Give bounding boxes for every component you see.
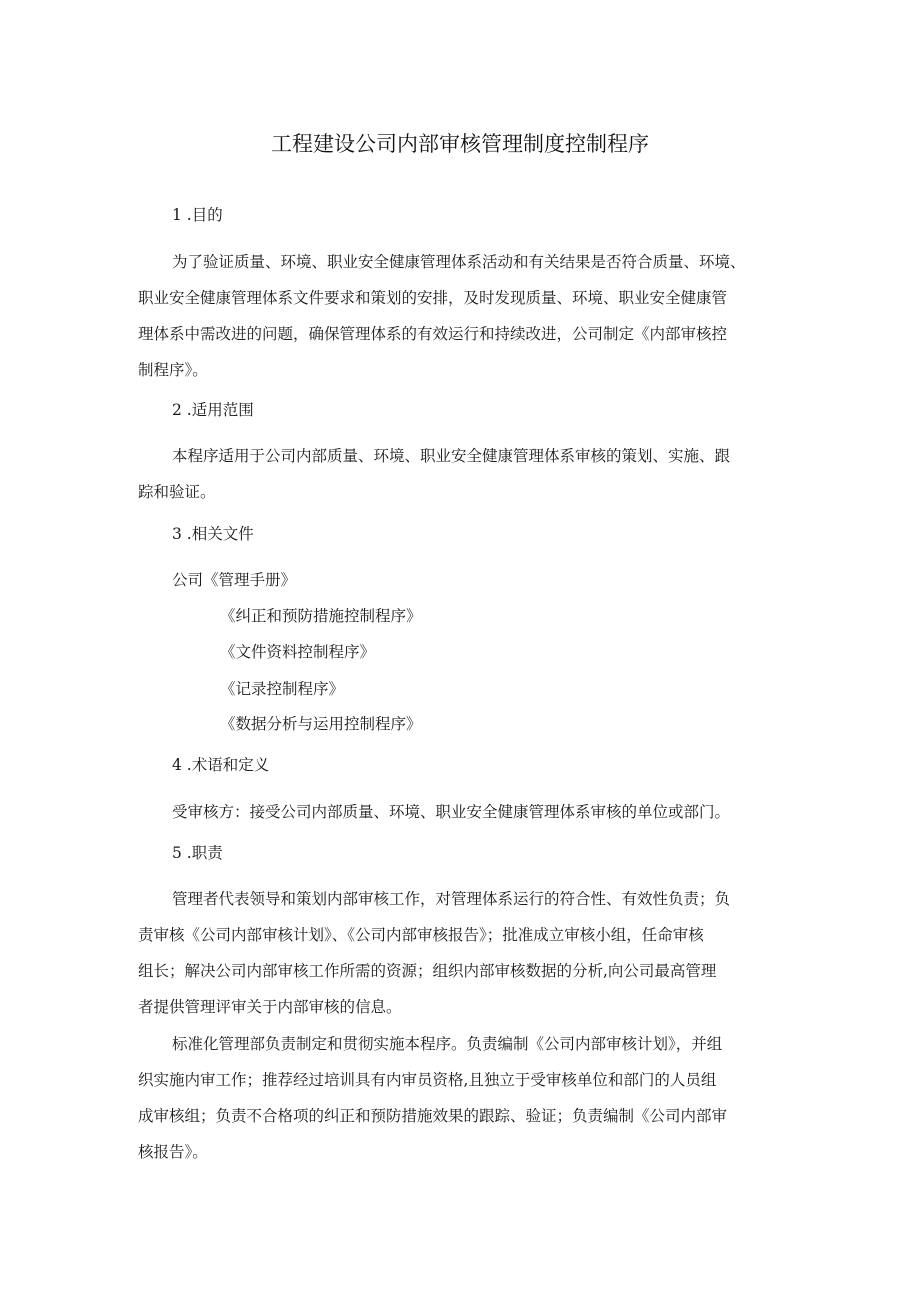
paragraph-line: 成审核组；负责不合格项的纠正和预防措施效果的跟踪、验证；负责编制《公司内部审 <box>138 1107 728 1125</box>
section-heading-related-docs: 3 .相关文件 <box>172 525 254 543</box>
paragraph-line: 核报告》。 <box>138 1143 208 1161</box>
paragraph-line: 责审核《公司内部审核计划》、《公司内部审核报告》；批准成立审核小组，任命审核 <box>138 926 704 944</box>
paragraph-line: 组长；解决公司内部审核工作所需的资源；组织内部审核数据的分析,向公司最高管理 <box>138 962 717 980</box>
paragraph-line: 理体系中需改进的问题，确保管理体系的有效运行和持续改进，公司制定《内部审核控 <box>138 325 728 343</box>
related-doc-intro: 公司《管理手册》 <box>172 571 297 589</box>
paragraph-line: 为了验证质量、环境、职业安全健康管理体系活动和有关结果是否符合质量、环境、 <box>172 253 746 271</box>
paragraph-line: 织实施内审工作；推荐经过培训具有内审员资格,且独立于受审核单位和部门的人员组 <box>138 1071 717 1089</box>
paragraph-line: 受审核方：接受公司内部质量、环境、职业安全健康管理体系审核的单位或部门。 <box>172 803 731 821</box>
paragraph-line: 者提供管理评审关于内部审核的信息。 <box>138 998 402 1016</box>
section-heading-responsibilities: 5 .职责 <box>172 844 223 862</box>
related-doc-item: 《记录控制程序》 <box>220 680 345 698</box>
paragraph-line: 本程序适用于公司内部质量、环境、职业安全健康管理体系审核的策划、实施、跟 <box>172 447 731 465</box>
paragraph-line: 标准化管理部负责制定和贯彻实施本程序。负责编制《公司内部审核计划》，并组 <box>172 1035 723 1053</box>
section-heading-scope: 2 .适用范围 <box>172 401 254 419</box>
paragraph-line: 管理者代表领导和策划内部审核工作，对管理体系运行的符合性、有效性负责；负 <box>172 890 731 908</box>
related-doc-item: 《数据分析与运用控制程序》 <box>220 715 422 733</box>
paragraph-line: 职业安全健康管理体系文件要求和策划的安排，及时发现质量、环境、职业安全健康管 <box>138 289 728 307</box>
section-heading-purpose: 1 .目的 <box>172 206 223 224</box>
paragraph-line: 制程序》。 <box>138 361 208 379</box>
section-heading-terms: 4 .术语和定义 <box>172 756 270 774</box>
related-doc-item: 《文件资料控制程序》 <box>220 643 376 661</box>
paragraph-line: 踪和验证。 <box>138 483 216 501</box>
related-doc-item: 《纠正和预防措施控制程序》 <box>220 607 422 625</box>
document-title: 工程建设公司内部审核管理制度控制程序 <box>271 132 649 156</box>
